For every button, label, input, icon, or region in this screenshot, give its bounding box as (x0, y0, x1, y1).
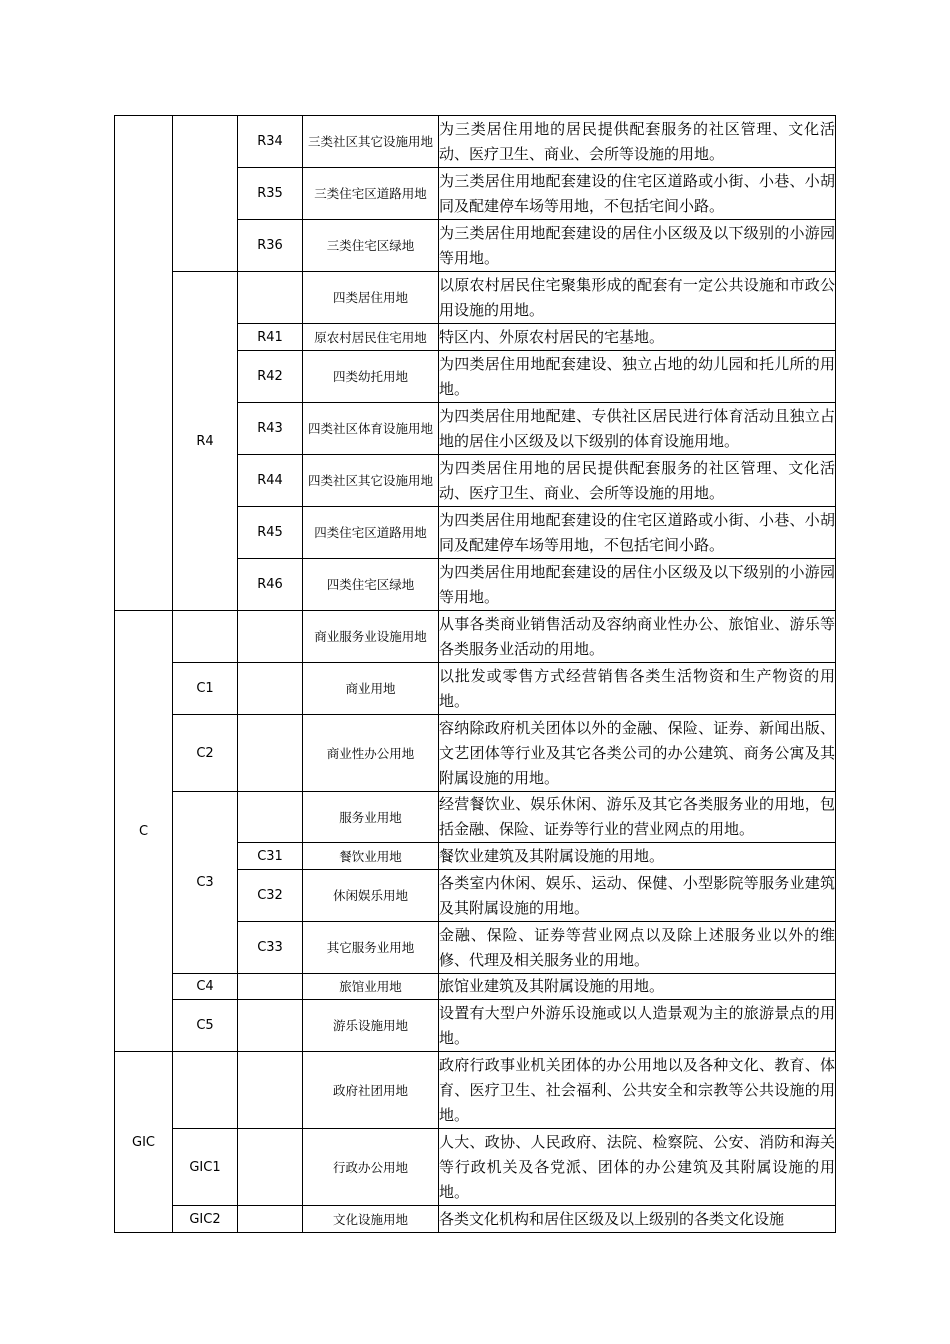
sub-class-code: R44 (238, 455, 303, 507)
land-use-description: 餐饮业建筑及其附属设施的用地。 (439, 843, 836, 870)
land-use-name: 四类社区体育设施用地 (303, 403, 439, 455)
land-use-name: 四类社区其它设施用地 (303, 455, 439, 507)
table-row (115, 663, 836, 715)
sub-class-code (238, 272, 303, 324)
land-use-name: 餐饮业用地 (303, 843, 439, 870)
land-use-description: 为四类居住用地配套建设、独立占地的幼儿园和托儿所的用地。 (439, 351, 836, 403)
table-row (115, 974, 836, 1000)
sub-class-code: R43 (238, 403, 303, 455)
mid-class-code: C3 (173, 792, 238, 974)
table-row (115, 272, 836, 324)
mid-class-cell (173, 116, 238, 272)
mid-class-code: C2 (173, 715, 238, 792)
land-use-description: 以批发或零售方式经营销售各类生活物资和生产物资的用地。 (439, 663, 836, 715)
sub-class-code: C31 (238, 843, 303, 870)
table-row (115, 1129, 836, 1206)
land-use-description: 各类文化机构和居住区级及以上级别的各类文化设施 (439, 1206, 836, 1233)
land-use-description: 以原农村居民住宅聚集形成的配套有一定公共设施和市政公用设施的用地。 (439, 272, 836, 324)
land-use-description: 为四类居住用地配建、专供社区居民进行体育活动且独立占地的居住小区级及以下级别的体育设施用地。 (439, 403, 836, 455)
sub-class-code: R46 (238, 559, 303, 611)
land-use-name: 商业服务业设施用地 (303, 611, 439, 663)
land-use-name: 三类社区其它设施用地 (303, 116, 439, 168)
land-use-name: 四类住宅区道路用地 (303, 507, 439, 559)
mid-class-code (173, 611, 238, 663)
mid-class-code: C1 (173, 663, 238, 715)
land-use-name: 三类住宅区道路用地 (303, 168, 439, 220)
land-use-description: 旅馆业建筑及其附属设施的用地。 (439, 974, 836, 1000)
land-use-name: 服务业用地 (303, 792, 439, 843)
sub-class-code: C32 (238, 870, 303, 922)
land-use-name: 三类住宅区绿地 (303, 220, 439, 272)
land-use-description: 容纳除政府机关团体以外的金融、保险、证券、新闻出版、文艺团体等行业及其它各类公司的办公建筑、商务公寓及其附属设施的用地。 (439, 715, 836, 792)
table-row (115, 792, 836, 843)
sub-class-code: R42 (238, 351, 303, 403)
sub-class-code (238, 974, 303, 1000)
table-row (115, 1206, 836, 1233)
sub-class-code: R45 (238, 507, 303, 559)
land-use-name: 其它服务业用地 (303, 922, 439, 974)
land-use-description: 为三类居住用地的居民提供配套服务的社区管理、文化活动、医疗卫生、商业、会所等设施的用地。 (439, 116, 836, 168)
land-use-name: 商业用地 (303, 663, 439, 715)
major-class-code: GIC (115, 1052, 173, 1233)
land-use-name: 游乐设施用地 (303, 1000, 439, 1052)
sub-class-code (238, 1000, 303, 1052)
land-use-name: 行政办公用地 (303, 1129, 439, 1206)
land-use-description: 人大、政协、人民政府、法院、检察院、公安、消防和海关等行政机关及各党派、团体的办公建筑及其附属设施的用地。 (439, 1129, 836, 1206)
table-row (115, 715, 836, 792)
land-use-name: 政府社团用地 (303, 1052, 439, 1129)
table-row (115, 1052, 836, 1129)
sub-class-code: R35 (238, 168, 303, 220)
land-use-description: 各类室内休闲、娱乐、运动、保健、小型影院等服务业建筑及其附属设施的用地。 (439, 870, 836, 922)
land-use-description: 政府行政事业机关团体的办公用地以及各种文化、教育、体育、医疗卫生、社会福利、公共安全和宗教等公共设施的用地。 (439, 1052, 836, 1129)
land-use-description: 为三类居住用地配套建设的居住小区级及以下级别的小游园等用地。 (439, 220, 836, 272)
table-row (115, 116, 836, 168)
mid-class-code: GIC1 (173, 1129, 238, 1206)
land-use-name: 四类居住用地 (303, 272, 439, 324)
land-use-name: 文化设施用地 (303, 1206, 439, 1233)
mid-class-code (173, 1052, 238, 1129)
sub-class-code (238, 715, 303, 792)
sub-class-code (238, 1206, 303, 1233)
mid-class-code: C4 (173, 974, 238, 1000)
land-use-description: 特区内、外原农村居民的宅基地。 (439, 324, 836, 351)
land-use-description: 为三类居住用地配套建设的住宅区道路或小街、小巷、小胡同及配建停车场等用地，不包括宅间小路。 (439, 168, 836, 220)
sub-class-code (238, 663, 303, 715)
land-use-description: 设置有大型户外游乐设施或以人造景观为主的旅游景点的用地。 (439, 1000, 836, 1052)
land-use-description: 为四类居住用地配套建设的住宅区道路或小街、小巷、小胡同及配建停车场等用地，不包括宅间小路。 (439, 507, 836, 559)
sub-class-code (238, 1052, 303, 1129)
table-row (115, 1000, 836, 1052)
land-use-description: 从事各类商业销售活动及容纳商业性办公、旅馆业、游乐等各类服务业活动的用地。 (439, 611, 836, 663)
land-use-description: 经营餐饮业、娱乐休闲、游乐及其它各类服务业的用地，包括金融、保险、证券等行业的营业网点的用地。 (439, 792, 836, 843)
sub-class-code (238, 792, 303, 843)
sub-class-code: R36 (238, 220, 303, 272)
major-class-cell (115, 116, 173, 611)
sub-class-code (238, 611, 303, 663)
land-use-description: 金融、保险、证券等营业网点以及除上述服务业以外的维修、代理及相关服务业的用地。 (439, 922, 836, 974)
land-use-name: 四类幼托用地 (303, 351, 439, 403)
land-use-name: 商业性办公用地 (303, 715, 439, 792)
mid-class-code: C5 (173, 1000, 238, 1052)
land-use-description: 为四类居住用地配套建设的居住小区级及以下级别的小游园等用地。 (439, 559, 836, 611)
sub-class-code: R34 (238, 116, 303, 168)
land-use-name: 旅馆业用地 (303, 974, 439, 1000)
sub-class-code: C33 (238, 922, 303, 974)
sub-class-code (238, 1129, 303, 1206)
land-use-description: 为四类居住用地的居民提供配套服务的社区管理、文化活动、医疗卫生、商业、会所等设施的用地。 (439, 455, 836, 507)
table-row (115, 611, 836, 663)
sub-class-code: R41 (238, 324, 303, 351)
mid-class-code: R4 (173, 272, 238, 611)
land-use-name: 休闲娱乐用地 (303, 870, 439, 922)
land-use-name: 原农村居民住宅用地 (303, 324, 439, 351)
land-use-classification-table (114, 115, 836, 1233)
land-use-name: 四类住宅区绿地 (303, 559, 439, 611)
mid-class-code: GIC2 (173, 1206, 238, 1233)
major-class-code: C (115, 611, 173, 1052)
